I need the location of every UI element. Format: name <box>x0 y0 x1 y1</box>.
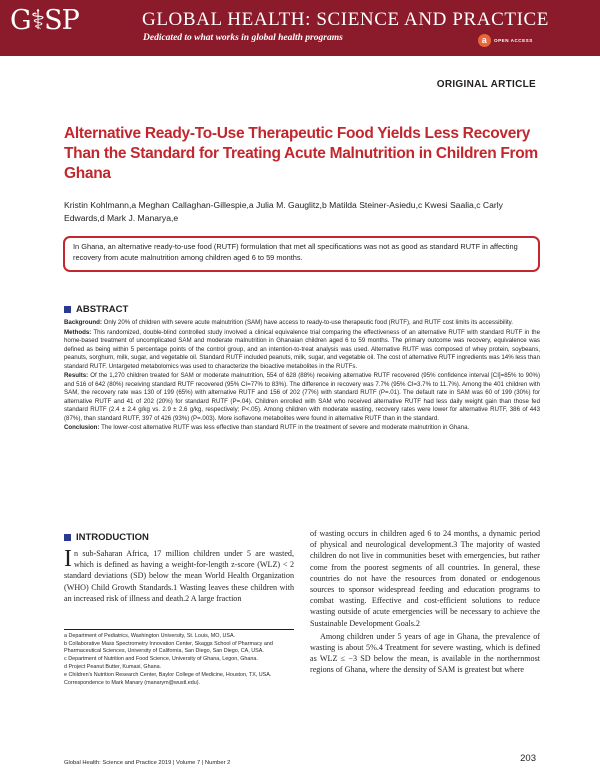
introduction-right-column <box>310 528 540 676</box>
affiliation-item: c Department of Nutrition and Food Science, University of Ghana, Legon, Ghana. <box>64 656 258 663</box>
abstract-methods-text: This randomized, double-blind controlled study involved a clinical equivalence trial comparing the effectiveness of an alternative RUTF with standard RUTF in the home-based treatment of uncomplicated SAM and moderate malnutrition in Ghanaian children aged 6 to 59 months. The primary outcome was recovery, equivalence was defined as being within 5 percentage points of the control group, and an intention-to-treat analysis was used. Alternative RUTF was composed of whey protein, soybeans, peanuts, sorghum, milk, sugar, and vegetable oil. Standard RUTF included peanuts, milk, sugar, and vegetable oil. The cost of alternative RUTF ingredients was 14% less than standard RUTF. Untargeted metabolomics was used to characterize the bioactive metabolites in the RUTFs. <box>64 328 540 370</box>
journal-banner <box>0 0 600 56</box>
abstract-results <box>64 372 540 423</box>
journal-logo: G⚕SP <box>10 5 79 36</box>
drop-cap: I <box>64 546 72 572</box>
affiliation-divider <box>64 629 294 630</box>
abstract-heading-label: ABSTRACT <box>76 304 129 315</box>
article-title: Alternative Ready-To-Use Therapeutic Food Yields Less Recovery Than the Standard for Treating Acute Malnutrition in Children From Ghana <box>64 125 538 182</box>
affiliation-item: b Collaborative Mass Spectrometry Innovation Center, Skaggs School of Pharmacy and Pharmaceutical Sciences, University of California, San Diego, San Diego, CA, USA. <box>64 640 273 655</box>
open-access-label: OPEN ACCESS <box>494 38 533 43</box>
section-square-icon <box>64 306 71 313</box>
key-message-box: In Ghana, an alternative ready-to-use food (RUTF) formulation that met all specifications was not as good as standard RUTF in affecting recovery from acute malnutrition among children aged 6 to 59 months. <box>63 236 540 272</box>
introduction-paragraph: Among children under 5 years of age in Ghana, the prevalence of wasting is about 5%.4 Treatment for severe wasting, which is defined as WLZ ≤ −3 SD below the mean, is available in the northernmost regions of Ghana, where the density of SAM is greatest but where <box>310 631 540 675</box>
correspondence: Correspondence to Mark Manary (manarym@wustl.edu). <box>64 679 201 686</box>
abstract-conclusion-text: The lower-cost alternative RUTF was less effective than standard RUTF in the treatment of severe and moderate malnutrition in Ghana. <box>101 424 470 431</box>
article-type-label: ORIGINAL ARTICLE <box>436 79 536 90</box>
author-list: Kristin Kohlmann,a Meghan Callaghan-Gillespie,a Julia M. Gauglitz,b Matilda Steiner-Asiedu,c Kwesi Saalia,c Carly Edwards,d Mark J. Manarya,e <box>64 200 503 223</box>
affiliation-item: e Children's Nutrition Research Center, Baylor College of Medicine, Houston, TX, USA. <box>64 672 272 679</box>
footer-citation: Global Health: Science and Practice 2019 | Volume 7 | Number 2 <box>64 760 231 766</box>
abstract-heading <box>64 304 128 315</box>
section-square-icon <box>64 534 71 541</box>
journal-tagline: Dedicated to what works in global health programs <box>143 33 343 43</box>
abstract-background-text: Only 20% of children with severe acute malnutrition (SAM) have access to ready-to-use therapeutic food (RUTF), and RUTF cost limits its accessibility. <box>103 319 514 326</box>
affiliations <box>64 633 299 688</box>
affiliation-item: a Department of Pediatrics, Washington University, St. Louis, MO, USA. <box>64 633 236 639</box>
abstract-background <box>64 319 540 328</box>
open-access-icon: a <box>478 34 491 47</box>
abstract-conclusion <box>64 424 540 433</box>
abstract-methods-label: Methods: <box>64 328 92 336</box>
abstract-body <box>64 319 540 434</box>
abstract-background-label: Background: <box>64 319 102 326</box>
page-number: 203 <box>520 753 536 764</box>
abstract-results-label: Results: <box>64 372 89 379</box>
abstract-methods <box>64 329 540 372</box>
journal-title: GLOBAL HEALTH: SCIENCE AND PRACTICE <box>142 9 549 30</box>
introduction-heading-label: INTRODUCTION <box>76 532 149 543</box>
introduction-paragraph: of wasting occurs in children aged 6 to 24 months, a dynamic period of physical and neurological development.3 The majority of wasted children do not live in communities beset with emergencies, but rather come from the poorest segments of all countries. In general, these countries do not have the resources from donated or endogenous sources to sponsor widespread feeding and education programs to combat wasting. Effective and cost-efficient solutions to reduce wasting outside of acute emergencies will be necessary to achieve the Sustainable Development Goals.2 <box>310 529 540 628</box>
open-access-badge <box>478 34 533 47</box>
introduction-left-column <box>64 548 294 604</box>
abstract-conclusion-label: Conclusion: <box>64 424 100 431</box>
abstract-results-text: Of the 1,270 children treated for SAM or moderate malnutrition, 554 of 628 (88%) receiving alternative RUTF recovered (95% confidence interval [CI]=85% to 90%) and 516 of 642 (80%) receiving standard RUTF recovered (95% CI=77% to 83%). The difference in recovery was 7.7% (95% CI=3.7% to 11.7%). Among the 401 children with SAM, the recovery rate was 130 of 199 (65%) with alternative RUTF and 156 of 202 (77%) with standard RUTF (P=.01). The default rate in SAM was 60 of 199 (30%) for alternative RUTF and 41 of 202 (20%) for standard RUTF (P=.04). Children enrolled with SAM who received alternative RUTF had less daily weight gain than those fed standard RUTF (2.4 ± 2.4 g/kg vs. 2.9 ± 2.6 g/kg, respectively; P<.05). Among children with moderate wasting, recovery rates were lower for alternative RUTF, 386 of 443 (87%), than standard RUTF, 397 of 426 (93%) (P=.003). More isoflavone metabolites were found in alternative RUTF than in the standard. <box>64 372 540 422</box>
introduction-heading <box>64 532 149 543</box>
introduction-paragraph: n sub-Saharan Africa, 17 million children under 5 are wasted, which is defined as having a weight-for-length z-score (WLZ) < 2 standard deviations (SD) below the mean World Health Organization (WHO) Child Growth Standards.1 Wasting leaves these children with an increased risk of illness and death.2 A large fraction <box>64 549 294 603</box>
affiliation-item: d Project Peanut Butter, Kumasi, Ghana. <box>64 664 162 671</box>
